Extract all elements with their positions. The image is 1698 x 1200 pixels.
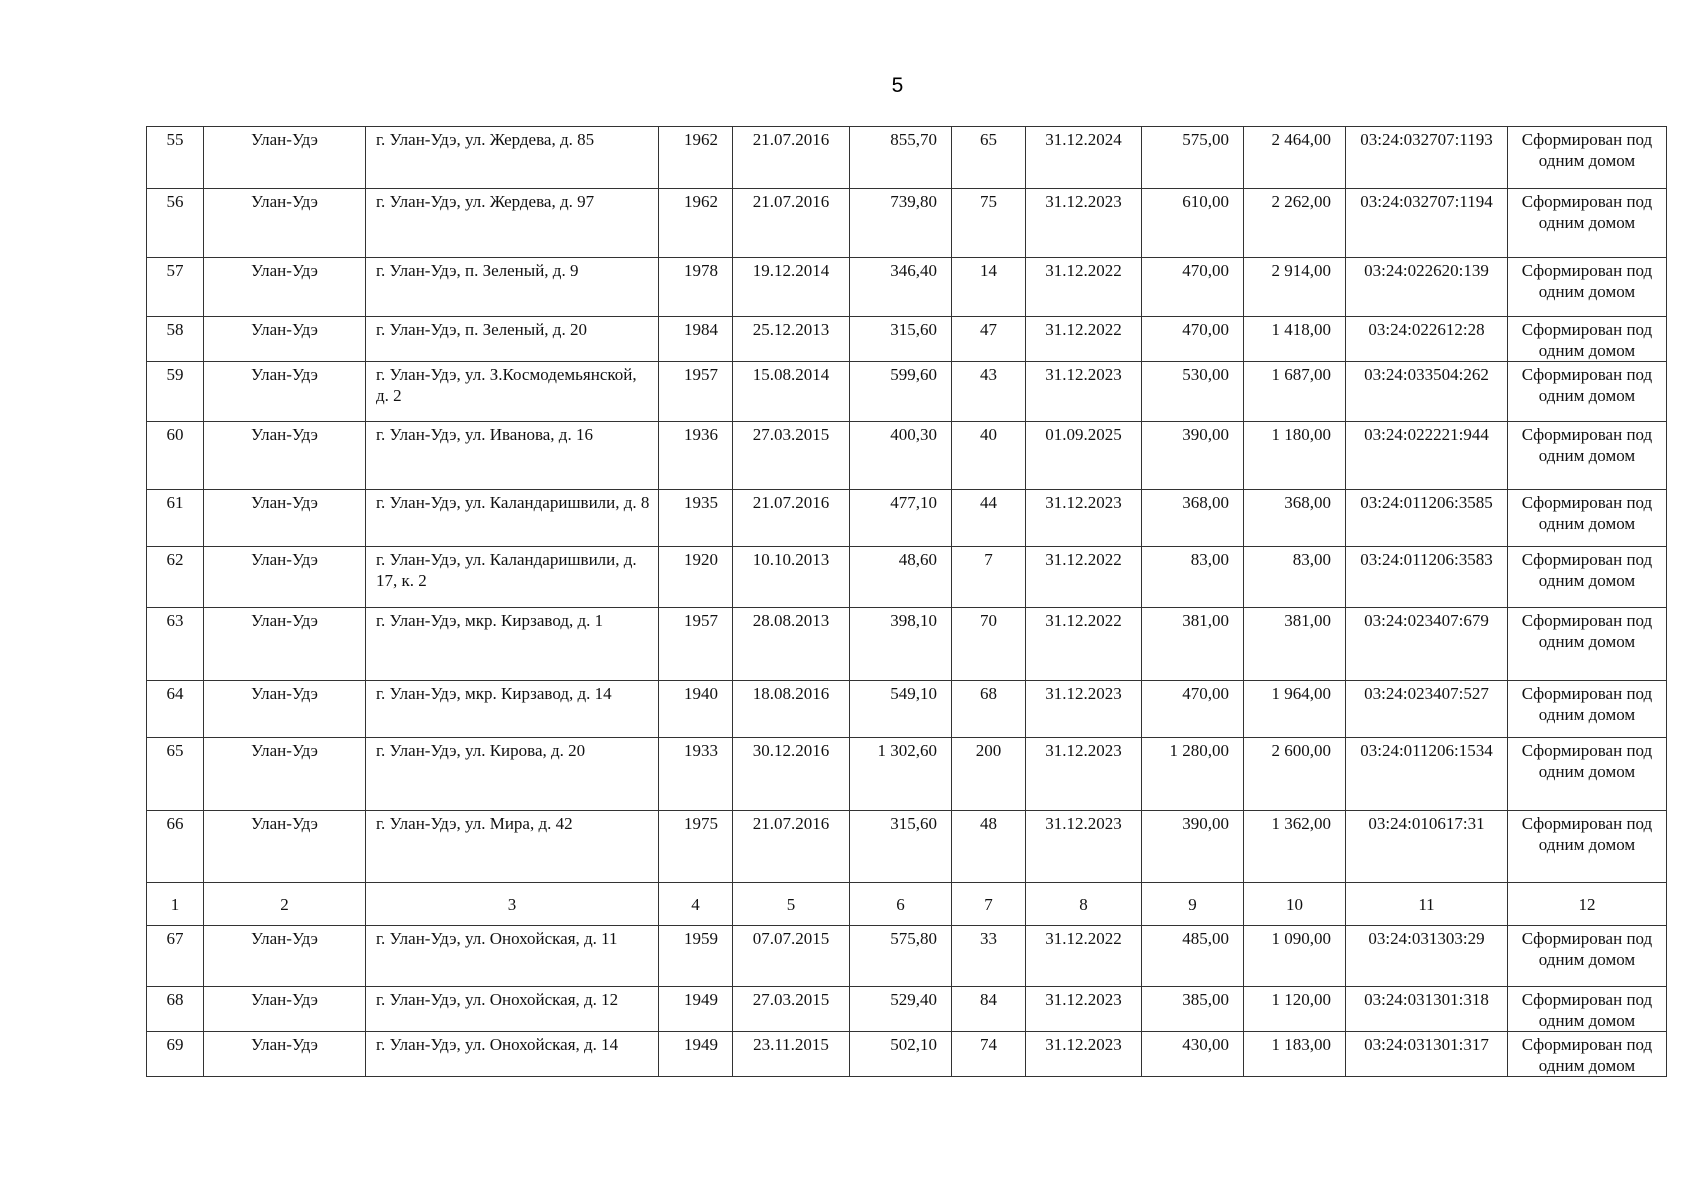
address-cell: г. Улан-Удэ, ул. Мира, д. 42 [366, 811, 659, 883]
area-cell: 575,80 [850, 926, 952, 987]
table-row [147, 738, 1667, 811]
cadastral-number-cell: 03:24:022221:944 [1346, 422, 1508, 490]
year-built-cell: 1933 [659, 738, 733, 811]
value-cell: 2 914,00 [1244, 258, 1346, 317]
housing-registry-table [146, 126, 1667, 1077]
deadline-cell: 31.12.2023 [1026, 811, 1142, 883]
column-number: 7 [952, 883, 1026, 926]
value-cell: 381,00 [1142, 608, 1244, 681]
year-built-cell: 1957 [659, 362, 733, 422]
residents-cell: 43 [952, 362, 1026, 422]
table-row [147, 189, 1667, 258]
value-cell: 1 362,00 [1244, 811, 1346, 883]
status-cell: Сформирован под одним домом [1508, 547, 1667, 608]
city-cell: Улан-Удэ [204, 362, 366, 422]
status-cell: Сформирован под одним домом [1508, 608, 1667, 681]
area-cell: 502,10 [850, 1032, 952, 1077]
row-number: 62 [147, 547, 204, 608]
status-cell: Сформирован под одним домом [1508, 926, 1667, 987]
deadline-cell: 01.09.2025 [1026, 422, 1142, 490]
cadastral-number-cell: 03:24:031301:318 [1346, 987, 1508, 1032]
city-cell: Улан-Удэ [204, 127, 366, 189]
area-cell: 346,40 [850, 258, 952, 317]
value-cell: 1 090,00 [1244, 926, 1346, 987]
value-cell: 1 687,00 [1244, 362, 1346, 422]
date-cell: 15.08.2014 [733, 362, 850, 422]
cadastral-number-cell: 03:24:011206:1534 [1346, 738, 1508, 811]
year-built-cell: 1984 [659, 317, 733, 362]
date-cell: 07.07.2015 [733, 926, 850, 987]
row-number: 67 [147, 926, 204, 987]
city-cell: Улан-Удэ [204, 258, 366, 317]
row-number: 57 [147, 258, 204, 317]
year-built-cell: 1975 [659, 811, 733, 883]
cadastral-number-cell: 03:24:031303:29 [1346, 926, 1508, 987]
date-cell: 21.07.2016 [733, 811, 850, 883]
table-row [147, 317, 1667, 362]
year-built-cell: 1949 [659, 1032, 733, 1077]
status-cell: Сформирован под одним домом [1508, 811, 1667, 883]
table-row [147, 490, 1667, 547]
value-cell: 1 418,00 [1244, 317, 1346, 362]
status-cell: Сформирован под одним домом [1508, 258, 1667, 317]
deadline-cell: 31.12.2023 [1026, 681, 1142, 738]
area-cell: 549,10 [850, 681, 952, 738]
year-built-cell: 1962 [659, 127, 733, 189]
table-row [147, 987, 1667, 1032]
value-cell: 1 120,00 [1244, 987, 1346, 1032]
date-cell: 19.12.2014 [733, 258, 850, 317]
row-number: 58 [147, 317, 204, 362]
value-cell: 610,00 [1142, 189, 1244, 258]
deadline-cell: 31.12.2023 [1026, 738, 1142, 811]
value-cell: 390,00 [1142, 811, 1244, 883]
cadastral-number-cell: 03:24:031301:317 [1346, 1032, 1508, 1077]
deadline-cell: 31.12.2023 [1026, 1032, 1142, 1077]
area-cell: 48,60 [850, 547, 952, 608]
deadline-cell: 31.12.2022 [1026, 258, 1142, 317]
table-row [147, 926, 1667, 987]
deadline-cell: 31.12.2022 [1026, 926, 1142, 987]
address-cell: г. Улан-Удэ, ул. Иванова, д. 16 [366, 422, 659, 490]
value-cell: 470,00 [1142, 681, 1244, 738]
row-number: 59 [147, 362, 204, 422]
address-cell: г. Улан-Удэ, ул. Жердева, д. 85 [366, 127, 659, 189]
date-cell: 23.11.2015 [733, 1032, 850, 1077]
date-cell: 28.08.2013 [733, 608, 850, 681]
deadline-cell: 31.12.2022 [1026, 547, 1142, 608]
status-cell: Сформирован под одним домом [1508, 987, 1667, 1032]
residents-cell: 70 [952, 608, 1026, 681]
value-cell: 470,00 [1142, 317, 1244, 362]
value-cell: 2 262,00 [1244, 189, 1346, 258]
date-cell: 27.03.2015 [733, 422, 850, 490]
address-cell: г. Улан-Удэ, ул. Онохойская, д. 11 [366, 926, 659, 987]
city-cell: Улан-Удэ [204, 422, 366, 490]
cadastral-number-cell: 03:24:023407:679 [1346, 608, 1508, 681]
cadastral-number-cell: 03:24:033504:262 [1346, 362, 1508, 422]
deadline-cell: 31.12.2023 [1026, 362, 1142, 422]
row-number: 55 [147, 127, 204, 189]
column-number: 3 [366, 883, 659, 926]
table-body-bottom [147, 926, 1667, 1077]
value-cell: 381,00 [1244, 608, 1346, 681]
value-cell: 385,00 [1142, 987, 1244, 1032]
table-row [147, 258, 1667, 317]
residents-cell: 68 [952, 681, 1026, 738]
area-cell: 477,10 [850, 490, 952, 547]
city-cell: Улан-Удэ [204, 490, 366, 547]
column-number: 10 [1244, 883, 1346, 926]
value-cell: 430,00 [1142, 1032, 1244, 1077]
status-cell: Сформирован под одним домом [1508, 1032, 1667, 1077]
deadline-cell: 31.12.2023 [1026, 490, 1142, 547]
residents-cell: 84 [952, 987, 1026, 1032]
column-number: 6 [850, 883, 952, 926]
residents-cell: 47 [952, 317, 1026, 362]
value-cell: 1 280,00 [1142, 738, 1244, 811]
address-cell: г. Улан-Удэ, ул. Онохойская, д. 12 [366, 987, 659, 1032]
address-cell: г. Улан-Удэ, ул. Жердева, д. 97 [366, 189, 659, 258]
row-number: 66 [147, 811, 204, 883]
address-cell: г. Улан-Удэ, мкр. Кирзавод, д. 14 [366, 681, 659, 738]
cadastral-number-cell: 03:24:032707:1194 [1346, 189, 1508, 258]
city-cell: Улан-Удэ [204, 189, 366, 258]
cadastral-number-cell: 03:24:023407:527 [1346, 681, 1508, 738]
status-cell: Сформирован под одним домом [1508, 362, 1667, 422]
column-number: 9 [1142, 883, 1244, 926]
address-cell: г. Улан-Удэ, ул. Онохойская, д. 14 [366, 1032, 659, 1077]
date-cell: 21.07.2016 [733, 490, 850, 547]
deadline-cell: 31.12.2024 [1026, 127, 1142, 189]
cadastral-number-cell: 03:24:022620:139 [1346, 258, 1508, 317]
address-cell: г. Улан-Удэ, ул. Кирова, д. 20 [366, 738, 659, 811]
city-cell: Улан-Удэ [204, 681, 366, 738]
city-cell: Улан-Удэ [204, 1032, 366, 1077]
address-cell: г. Улан-Удэ, ул. З.Космодемьянской, д. 2 [366, 362, 659, 422]
deadline-cell: 31.12.2022 [1026, 317, 1142, 362]
page-number: 5 [891, 74, 904, 97]
value-cell: 530,00 [1142, 362, 1244, 422]
residents-cell: 200 [952, 738, 1026, 811]
row-number: 63 [147, 608, 204, 681]
area-cell: 1 302,60 [850, 738, 952, 811]
value-cell: 2 600,00 [1244, 738, 1346, 811]
year-built-cell: 1957 [659, 608, 733, 681]
table-row [147, 127, 1667, 189]
deadline-cell: 31.12.2022 [1026, 608, 1142, 681]
row-number: 68 [147, 987, 204, 1032]
value-cell: 2 464,00 [1244, 127, 1346, 189]
table-row [147, 547, 1667, 608]
year-built-cell: 1978 [659, 258, 733, 317]
column-number: 5 [733, 883, 850, 926]
column-number: 12 [1508, 883, 1667, 926]
residents-cell: 65 [952, 127, 1026, 189]
cadastral-number-cell: 03:24:011206:3583 [1346, 547, 1508, 608]
area-cell: 739,80 [850, 189, 952, 258]
area-cell: 599,60 [850, 362, 952, 422]
column-number: 1 [147, 883, 204, 926]
status-cell: Сформирован под одним домом [1508, 189, 1667, 258]
column-number: 4 [659, 883, 733, 926]
value-cell: 470,00 [1142, 258, 1244, 317]
cadastral-number-cell: 03:24:032707:1193 [1346, 127, 1508, 189]
city-cell: Улан-Удэ [204, 738, 366, 811]
residents-cell: 75 [952, 189, 1026, 258]
area-cell: 398,10 [850, 608, 952, 681]
table-row [147, 681, 1667, 738]
year-built-cell: 1936 [659, 422, 733, 490]
residents-cell: 40 [952, 422, 1026, 490]
cadastral-number-cell: 03:24:022612:28 [1346, 317, 1508, 362]
area-cell: 400,30 [850, 422, 952, 490]
year-built-cell: 1935 [659, 490, 733, 547]
date-cell: 30.12.2016 [733, 738, 850, 811]
date-cell: 18.08.2016 [733, 681, 850, 738]
date-cell: 21.07.2016 [733, 189, 850, 258]
table-row [147, 811, 1667, 883]
date-cell: 27.03.2015 [733, 987, 850, 1032]
status-cell: Сформирован под одним домом [1508, 738, 1667, 811]
column-number-row [147, 883, 1667, 926]
value-cell: 575,00 [1142, 127, 1244, 189]
area-cell: 315,60 [850, 317, 952, 362]
deadline-cell: 31.12.2023 [1026, 987, 1142, 1032]
city-cell: Улан-Удэ [204, 811, 366, 883]
deadline-cell: 31.12.2023 [1026, 189, 1142, 258]
address-cell: г. Улан-Удэ, ул. Каландаришвили, д. 8 [366, 490, 659, 547]
table-row [147, 362, 1667, 422]
date-cell: 25.12.2013 [733, 317, 850, 362]
row-number: 60 [147, 422, 204, 490]
city-cell: Улан-Удэ [204, 317, 366, 362]
value-cell: 1 183,00 [1244, 1032, 1346, 1077]
value-cell: 485,00 [1142, 926, 1244, 987]
status-cell: Сформирован под одним домом [1508, 490, 1667, 547]
status-cell: Сформирован под одним домом [1508, 317, 1667, 362]
table-body-top [147, 127, 1667, 883]
row-number: 56 [147, 189, 204, 258]
value-cell: 1 180,00 [1244, 422, 1346, 490]
date-cell: 10.10.2013 [733, 547, 850, 608]
address-cell: г. Улан-Удэ, мкр. Кирзавод, д. 1 [366, 608, 659, 681]
year-built-cell: 1940 [659, 681, 733, 738]
column-number: 8 [1026, 883, 1142, 926]
address-cell: г. Улан-Удэ, п. Зеленый, д. 9 [366, 258, 659, 317]
residents-cell: 74 [952, 1032, 1026, 1077]
year-built-cell: 1962 [659, 189, 733, 258]
value-cell: 368,00 [1142, 490, 1244, 547]
date-cell: 21.07.2016 [733, 127, 850, 189]
city-cell: Улан-Удэ [204, 608, 366, 681]
cadastral-number-cell: 03:24:010617:31 [1346, 811, 1508, 883]
column-number-row-group [147, 883, 1667, 926]
area-cell: 315,60 [850, 811, 952, 883]
status-cell: Сформирован под одним домом [1508, 127, 1667, 189]
area-cell: 855,70 [850, 127, 952, 189]
value-cell: 83,00 [1244, 547, 1346, 608]
value-cell: 1 964,00 [1244, 681, 1346, 738]
column-number: 2 [204, 883, 366, 926]
row-number: 65 [147, 738, 204, 811]
city-cell: Улан-Удэ [204, 987, 366, 1032]
year-built-cell: 1959 [659, 926, 733, 987]
column-number: 11 [1346, 883, 1508, 926]
year-built-cell: 1949 [659, 987, 733, 1032]
table-row [147, 1032, 1667, 1077]
address-cell: г. Улан-Удэ, п. Зеленый, д. 20 [366, 317, 659, 362]
residents-cell: 44 [952, 490, 1026, 547]
table-row [147, 608, 1667, 681]
year-built-cell: 1920 [659, 547, 733, 608]
residents-cell: 14 [952, 258, 1026, 317]
cadastral-number-cell: 03:24:011206:3585 [1346, 490, 1508, 547]
city-cell: Улан-Удэ [204, 926, 366, 987]
table-row [147, 422, 1667, 490]
residents-cell: 7 [952, 547, 1026, 608]
row-number: 64 [147, 681, 204, 738]
area-cell: 529,40 [850, 987, 952, 1032]
status-cell: Сформирован под одним домом [1508, 681, 1667, 738]
residents-cell: 33 [952, 926, 1026, 987]
residents-cell: 48 [952, 811, 1026, 883]
value-cell: 83,00 [1142, 547, 1244, 608]
status-cell: Сформирован под одним домом [1508, 422, 1667, 490]
city-cell: Улан-Удэ [204, 547, 366, 608]
address-cell: г. Улан-Удэ, ул. Каландаришвили, д. 17, к. 2 [366, 547, 659, 608]
row-number: 69 [147, 1032, 204, 1077]
value-cell: 368,00 [1244, 490, 1346, 547]
row-number: 61 [147, 490, 204, 547]
value-cell: 390,00 [1142, 422, 1244, 490]
